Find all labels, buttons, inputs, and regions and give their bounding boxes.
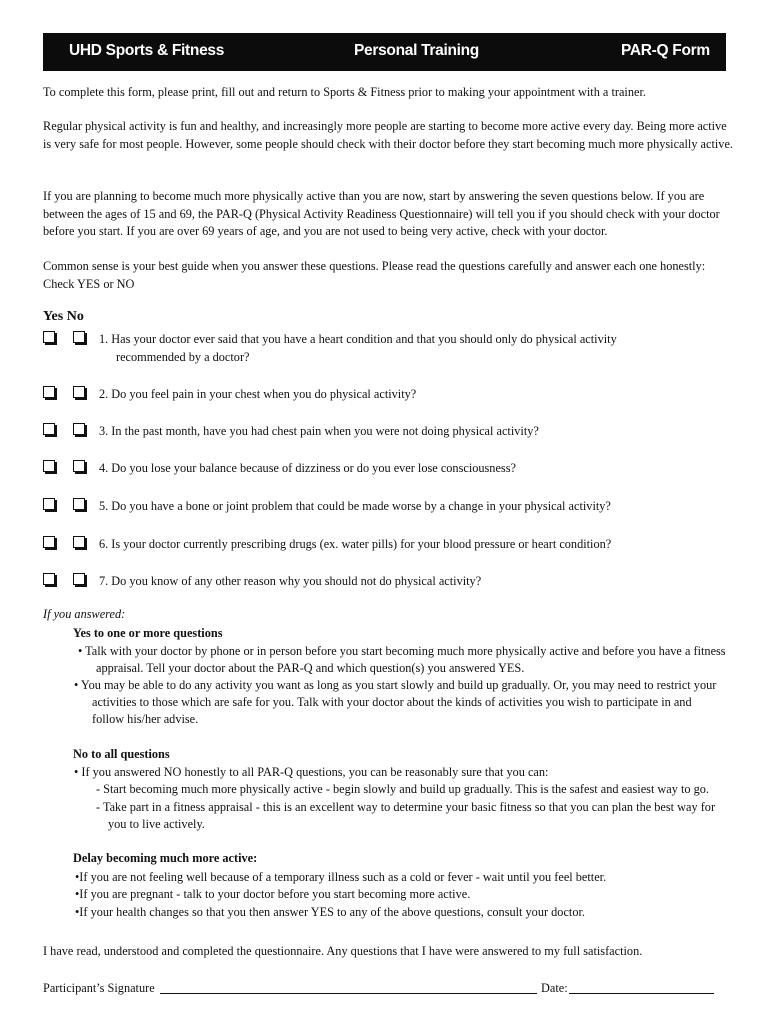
question-text-2: 2. Do you feel pain in your chest when you do physical activity? xyxy=(99,387,417,401)
intro-paragraph-common-sense: Common sense is your best guide when you answer these questions. Please read the questions carefully and answer each one honestly: Check YES or NO xyxy=(43,259,706,291)
yes-bullet-2-text: • You may be able to do any activity you want as long as you start slowly and build up gradually. Or, you may need to restrict your activities to those which are safe for you. Talk with your doctor about the kinds of activities you wish to participate in and follow his/her advise. xyxy=(74,678,717,726)
yes-checkbox-5[interactable] xyxy=(43,498,55,510)
yes-bullet-2 xyxy=(74,677,724,728)
no-bullet: • If you answered NO honestly to all PAR-Q questions, you can be reasonably sure that you can: xyxy=(74,765,549,779)
question-text-6: 6. Is your doctor currently prescribing drugs (ex. water pills) for your blood pressure or heart condition? xyxy=(99,537,612,551)
signature-label: Participant’s Signature xyxy=(43,981,155,995)
question-text-7: 7. Do you know of any other reason why you should not do physical activity? xyxy=(99,574,482,588)
no-section-heading: No to all questions xyxy=(73,747,170,761)
signature-field[interactable] xyxy=(160,993,537,994)
yes-checkbox-2[interactable] xyxy=(43,386,55,398)
form-header xyxy=(43,33,726,71)
no-dash-1: - Start becoming much more physically active - begin slowly and build up gradually. This is the safest and easiest way to go. xyxy=(96,782,710,796)
yes-bullet-1 xyxy=(78,643,728,677)
date-field[interactable] xyxy=(569,993,714,994)
yes-bullet-1-text: • Talk with your doctor by phone or in person before you start becoming much more physically active and before you have a fitness appraisal. Tell your doctor about the PAR-Q and which question(s) you answered YES. xyxy=(78,644,726,675)
question-text-3: 3. In the past month, have you had chest pain when you were not doing physical activity? xyxy=(99,424,539,438)
question-row-2 xyxy=(43,386,743,406)
no-dash-2-text: - Take part in a fitness appraisal - this is an excellent way to determine your basic fitness so that you can plan the best way for you to live actively. xyxy=(96,800,716,831)
delay-section-heading: Delay becoming much more active: xyxy=(73,851,258,865)
yes-no-heading: Yes No xyxy=(43,309,84,324)
yes-section-heading: Yes to one or more questions xyxy=(73,626,223,640)
header-form-title: PAR-Q Form xyxy=(621,42,710,59)
delay-item-2: •If you are pregnant - talk to your doctor before you start becoming more active. xyxy=(75,887,471,901)
header-organization: UHD Sports & Fitness xyxy=(69,42,225,59)
yes-checkbox-6[interactable] xyxy=(43,536,55,548)
no-checkbox-3[interactable] xyxy=(73,423,85,435)
no-checkbox-6[interactable] xyxy=(73,536,85,548)
question-row-3 xyxy=(43,423,743,443)
question-text-5: 5. Do you have a bone or joint problem that could be made worse by a change in your physical activity? xyxy=(99,499,611,513)
question-row-1 xyxy=(43,331,743,364)
question-row-6 xyxy=(43,536,743,556)
no-dash-2 xyxy=(96,799,726,833)
no-checkbox-4[interactable] xyxy=(73,460,85,472)
yes-checkbox-4[interactable] xyxy=(43,460,55,472)
question-text-4: 4. Do you lose your balance because of dizziness or do you ever lose consciousness? xyxy=(99,461,516,475)
question-row-7 xyxy=(43,573,743,593)
no-checkbox-7[interactable] xyxy=(73,573,85,585)
if-answered-label: If you answered: xyxy=(43,607,126,621)
no-checkbox-5[interactable] xyxy=(73,498,85,510)
acknowledgement-statement: I have read, understood and completed the questionnaire. Any questions that I have were answered to my full satisfaction. xyxy=(43,944,643,958)
question-row-4 xyxy=(43,460,743,480)
intro-paragraph-parq: If you are planning to become much more physically active than you are now, start by answering the seven questions below. If you are between the ages of 15 and 69, the PAR-Q (Physical Activity Readiness Questionnaire) will tell you if you should check with your doctor before you start. If you are over 69 years of age, and you are not used to being very active, check with your doctor. xyxy=(43,189,720,238)
yes-checkbox-7[interactable] xyxy=(43,573,55,585)
delay-item-1: •If you are not feeling well because of a temporary illness such as a cold or fever - wait until you feel better. xyxy=(75,870,607,884)
yes-checkbox-3[interactable] xyxy=(43,423,55,435)
no-checkbox-1[interactable] xyxy=(73,331,85,343)
question-text-1: 1. Has your doctor ever said that you have a heart condition and that you should only do physical activity recommended by a doctor? xyxy=(99,332,617,364)
date-label: Date: xyxy=(541,981,568,995)
no-checkbox-2[interactable] xyxy=(73,386,85,398)
intro-instructions: To complete this form, please print, fill out and return to Sports & Fitness prior to making your appointment with a trainer. xyxy=(43,85,646,99)
yes-checkbox-1[interactable] xyxy=(43,331,55,343)
delay-item-3: •If your health changes so that you then answer YES to any of the above questions, consult your doctor. xyxy=(75,905,585,919)
header-program: Personal Training xyxy=(354,42,479,59)
intro-paragraph-activity: Regular physical activity is fun and healthy, and increasingly more people are starting to become more active every day. Being more active is very safe for most people. However, some people should check with their doctor before they start becoming much more physically active. xyxy=(43,119,733,151)
question-row-5 xyxy=(43,498,743,518)
